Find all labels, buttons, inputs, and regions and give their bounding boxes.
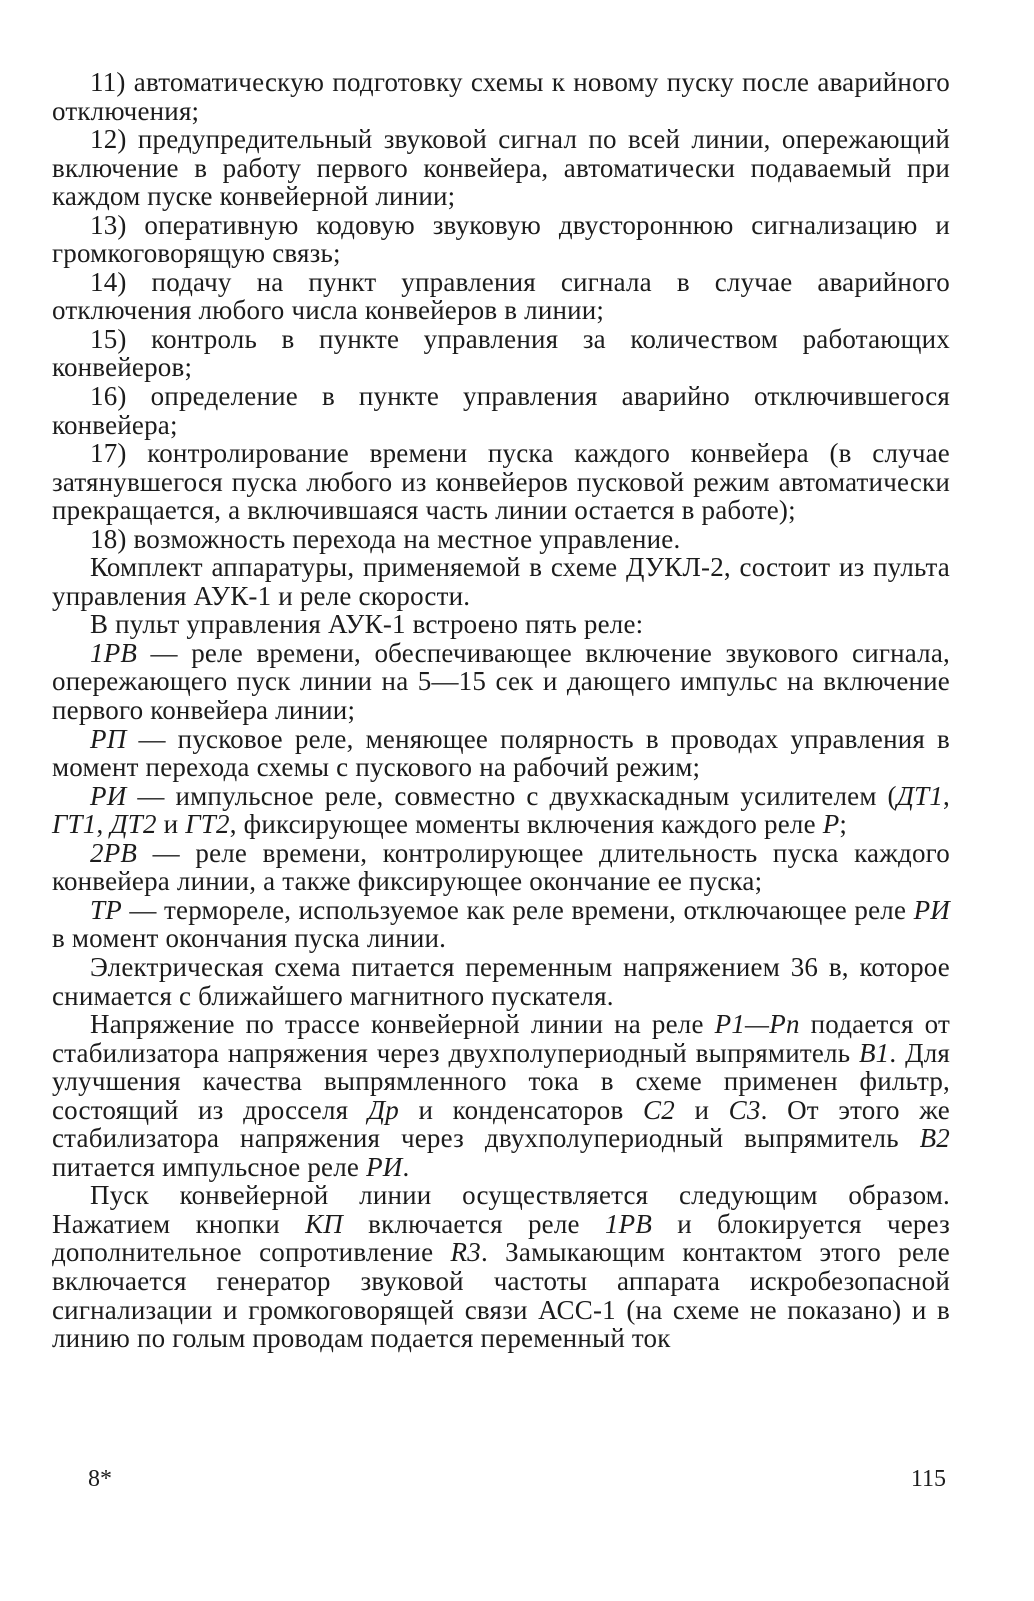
paragraph: ТР — термореле, используемое как реле времени, отключающее реле РИ в момент окончания пуска линии. — [52, 894, 950, 954]
paragraph: 12) предупредительный звуковой сигнал по всей линии, опережающий включение в работу первого конвейера, автоматически подаваемый при каждом пуске конвейерной линии; — [52, 124, 950, 212]
signature-mark: 8* — [88, 1466, 112, 1492]
paragraph: 18) возможность перехода на местное управление. — [90, 523, 681, 554]
paragraph: 1РВ — реле времени, обеспечивающее включение звукового сигнала, опережающего пуск линии на 5—15 сек и дающего импульс на включение первого конвейера линии; — [52, 637, 950, 726]
page-number: 115 — [910, 1466, 946, 1492]
paragraph: Комплект аппаратуры, применяемой в схеме ДУКЛ-2, состоит из пульта управления АУК-1 и реле скорости. — [52, 552, 950, 611]
paragraph: 16) определение в пункте управления аварийно отключившегося конвейера; — [52, 381, 950, 440]
paragraph: В пульт управления АУК-1 встроено пять реле: — [90, 609, 644, 640]
paragraph: РП — пусковое реле, меняющее полярность в проводах управления в момент перехода схемы с пускового на рабочий режим; — [52, 723, 950, 783]
page-body — [52, 68, 950, 1353]
paragraph: Электрическая схема питается переменным напряжением 36 в, которое снимается с ближайшего магнитного пускателя. — [52, 951, 950, 1011]
paragraph: 15) контроль в пункте управления за количеством работающих конвейеров; — [52, 323, 950, 383]
paragraph: РИ — импульсное реле, совместно с двухкаскадным усилителем (ДТ1, ГТ1, ДТ2 и ГТ2, фиксирующее моменты включения каждого реле Р; — [52, 780, 950, 840]
paragraph: Пуск конвейерной линии осуществляется следующим образом. Нажатием кнопки КП включается реле 1РВ и блокируется через дополнительное сопротивление R3. Замыкающим контактом этого реле включается генератор звуковой частоты аппарата искробезопасной сигнализации и громкоговорящей связи АСС-1 (на схеме не показано) и в линию по голым проводам подается переменный ток — [52, 1180, 951, 1354]
paragraph: 17) контролирование времени пуска каждого конвейера (в случае затянувшегося пуска любого из конвейеров пусковой режим автоматически прекращается, а включившаяся часть линии остается в работе); — [52, 438, 950, 526]
paragraph: 14) подачу на пункт управления сигнала в случае аварийного отключения любого числа конвейеров в линии; — [52, 266, 950, 326]
paragraph: 13) оперативную кодовую звуковую двустороннюю сигнализацию и громкоговорящую связь; — [52, 209, 950, 269]
paragraph: 2РВ — реле времени, контролирующее длительность пуска каждого конвейера линии, а также фиксирующее окончание ее пуска; — [52, 837, 950, 897]
paragraph: Напряжение по трассе конвейерной линии на реле Р1—Рn подается от стабилизатора напряжения через двухполупериодный выпрямитель В1. Для улучшения качества выпрямленного тока в схеме применен фильтр, состоящий из дросселя Др и конденсаторов С2 и С3. От этого же стабилизатора напряжения через двухполупериодный выпрямитель В2 питается импульсное реле РИ. — [52, 1009, 950, 1182]
paragraph: 11) автоматическую подготовку схемы к новому пуску после аварийного отключения; — [52, 67, 950, 126]
